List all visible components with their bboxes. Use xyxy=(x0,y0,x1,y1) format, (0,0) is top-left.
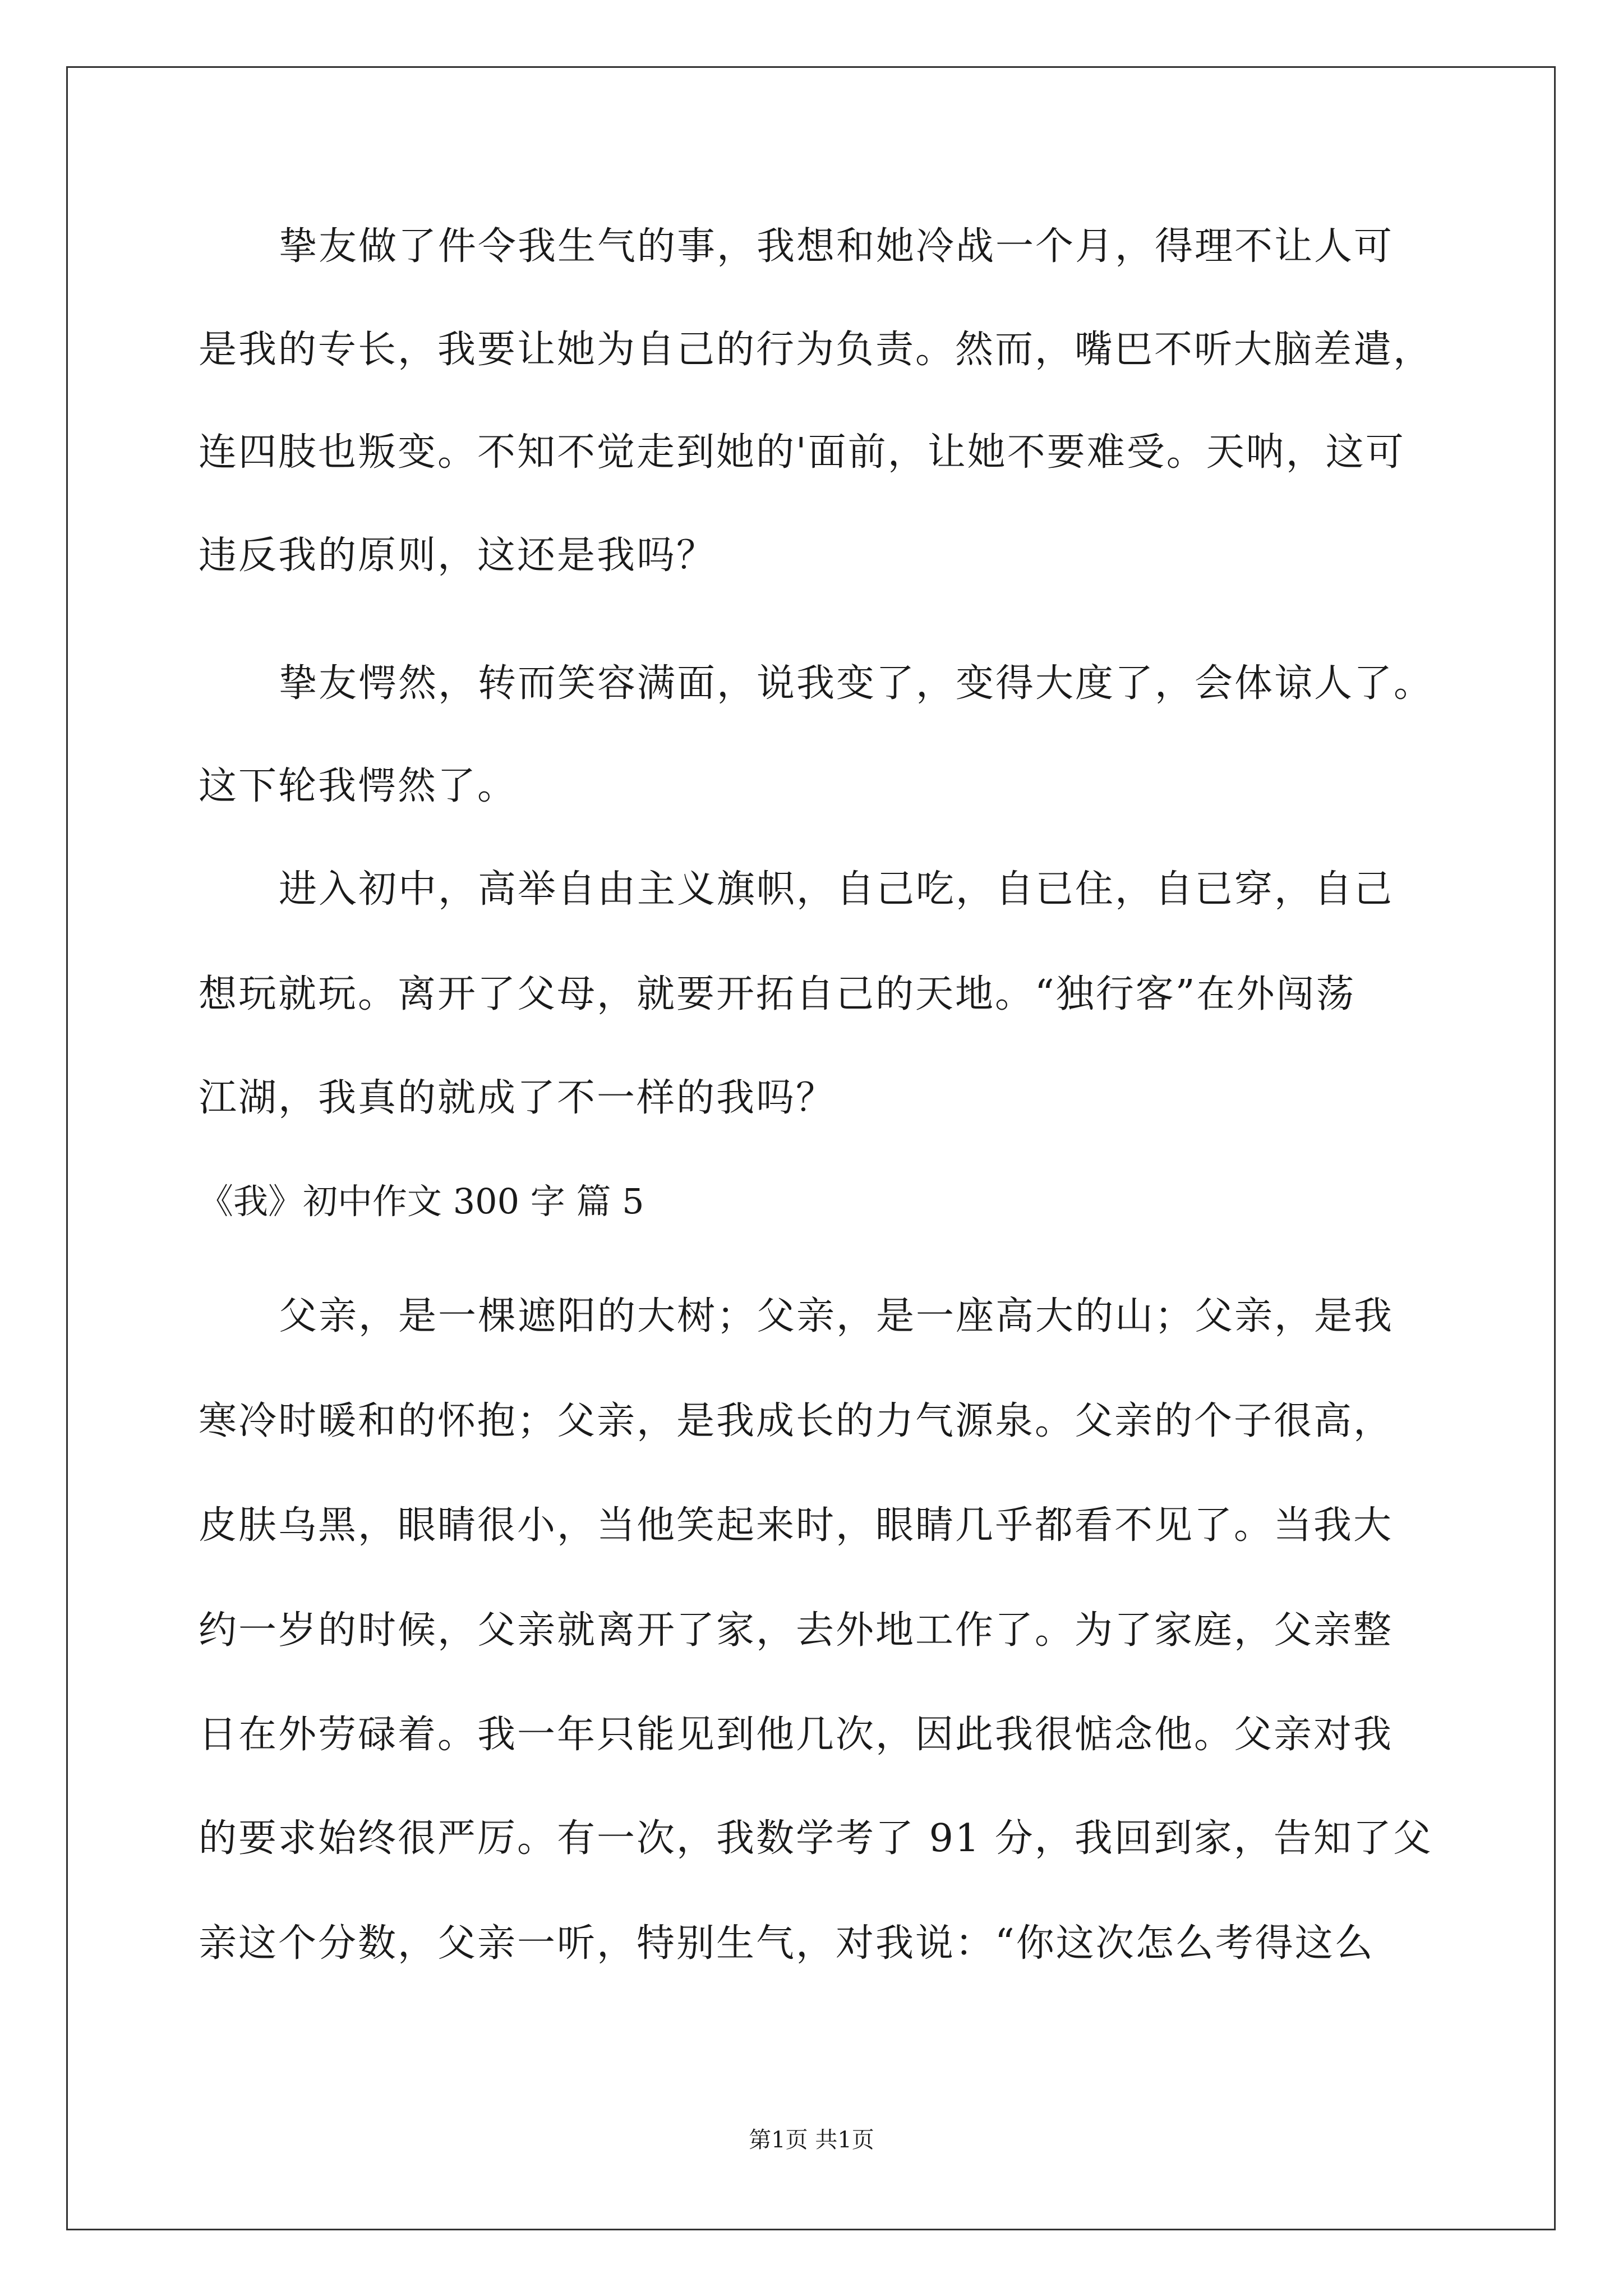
paragraph-line: 皮肤乌黑，眼睛很小，当他笑起来时，眼睛几乎都看不见了。当我大 xyxy=(199,1503,1394,1548)
paragraph-line: 这下轮我愕然了。 xyxy=(199,764,518,808)
section-heading: 《我》初中作文 300 字 篇 5 xyxy=(199,1181,644,1222)
paragraph-line: 亲这个分数，父亲一听，特别生气，对我说：“你这次怎么考得这么 xyxy=(199,1921,1375,1966)
paragraph-line: 江湖，我真的就成了不一样的我吗？ xyxy=(199,1076,836,1120)
paragraph-line: 违反我的原则，这还是我吗？ xyxy=(199,533,717,578)
paragraph-line: 的要求始终很严厉。有一次，我数学考了 91 分，我回到家，告知了父 xyxy=(199,1816,1433,1861)
paragraph-line: 寒冷时暖和的怀抱；父亲，是我成长的力气源泉。父亲的个子很高， xyxy=(199,1399,1394,1443)
paragraph-line: 父亲，是一棵遮阳的大树；父亲，是一座高大的山；父亲，是我 xyxy=(279,1294,1394,1338)
paragraph-line: 挚友做了件令我生气的事，我想和她冷战一个月，得理不让人可 xyxy=(279,224,1394,269)
paragraph-line: 进入初中，高举自由主义旗帜，自己吃，自已住，自已穿，自己 xyxy=(279,867,1394,912)
paragraph-line: 挚友愕然，转而笑容满面，说我变了，变得大度了，会体谅人了。 xyxy=(279,661,1434,706)
paragraph-line: 是我的专长，我要让她为自己的行为负责。然而，嘴巴不听大脑差遣， xyxy=(199,328,1433,372)
paragraph-line: 想玩就玩。离开了父母，就要开拓自己的天地。“独行客”在外闯荡 xyxy=(199,972,1356,1016)
paragraph-line: 连四肢也叛变。不知不觉走到她的'面前，让她不要难受。天呐，这可 xyxy=(199,430,1405,475)
page-number: 第1页 共1页 xyxy=(749,2127,874,2153)
paragraph-line: 约一岁的时候，父亲就离开了家，去外地工作了。为了家庭，父亲整 xyxy=(199,1608,1394,1653)
page-border xyxy=(66,66,1556,2230)
paragraph-line: 日在外劳碌着。我一年只能见到他几次，因此我很惦念他。父亲对我 xyxy=(199,1713,1394,1757)
